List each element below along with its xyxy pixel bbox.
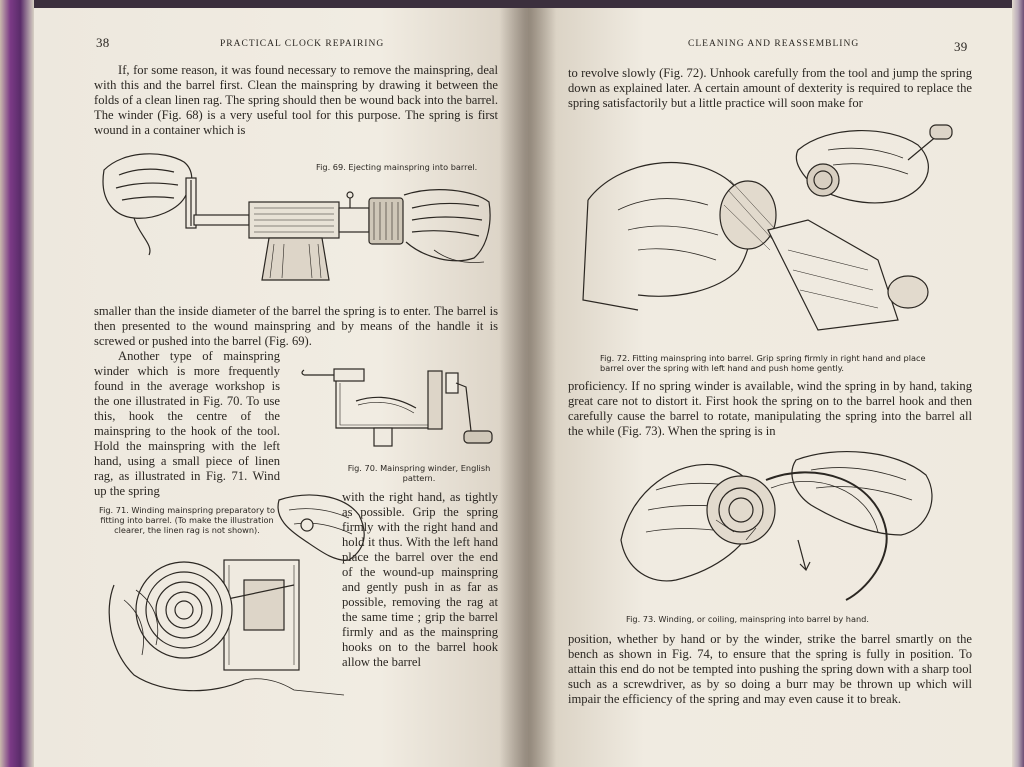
- left-running-head: PRACTICAL CLOCK REPAIRING: [220, 39, 385, 49]
- left-page: [34, 8, 528, 767]
- figure-73-illustration: [616, 440, 946, 608]
- left-paragraph-1: If, for some reason, it was found necessary to remove the mainspring, deal with this and the barrel first. Clean the mainspring by drawing it between the folds of a clean linen rag. The spring should then be wound back into the barrel. The winder (Fig. 68) is a very useful tool for this purpose. The spring is first wound in a container which is: [94, 63, 498, 137]
- book-cover-edge-right: [1012, 0, 1024, 767]
- figure-72-illustration: [578, 120, 958, 348]
- figure-70-caption: Fig. 70. Mainspring winder, English pattern.: [347, 463, 491, 483]
- right-page-number: 39: [954, 39, 968, 54]
- right-paragraph-1: to revolve slowly (Fig. 72). Unhook carefully from the tool and jump the spring down as explained later. A certain amount of dexterity is required to replace the spring satisfactorily but a little practice will soon make for: [568, 66, 972, 110]
- figure-69-caption: Fig. 69. Ejecting mainspring into barrel.: [316, 162, 478, 172]
- right-paragraph-3: position, whether by hand or by the winder, strike the barrel smartly on the bench as shown in Fig. 74, to ensure that the spring is fully in position. To attain this end do not be tempted into pushing the spring down with a sharp tool such as a screwdriver, as by so doing a burr may be thrown up which will impair the efficiency of the spring and may even cause it to break.: [568, 632, 972, 706]
- left-page-number: 38: [96, 35, 110, 50]
- figure-72-caption: Fig. 72. Fitting mainspring into barrel. Grip spring firmly in right hand and place barrel over the spring with left hand and push home gently.: [600, 353, 926, 373]
- right-running-head: CLEANING AND REASSEMBLING: [688, 39, 860, 49]
- left-paragraph-2: smaller than the inside diameter of the barrel the spring is to enter. The barrel is then presented to the wound mainspring and by means of the handle it is screwed or pushed into the barrel (Fig. 69).: [94, 304, 498, 348]
- right-page: [528, 8, 1012, 767]
- figure-71-caption: Fig. 71. Winding mainspring preparatory to fitting into barrel. (To make the illustration clearer, the linen rag is not shown).: [98, 505, 276, 535]
- figure-73-caption: Fig. 73. Winding, or coiling, mainspring into barrel by hand.: [626, 614, 869, 624]
- right-paragraph-2: proficiency. If no spring winder is available, wind the spring in by hand, taking great care not to distort it. First hook the spring on to the barrel hook and then carefully cause the barrel to rotate, manipulating the spring into the barrel all the while (Fig. 73). When the spring is in: [568, 379, 972, 438]
- figure-70-illustration: [296, 353, 496, 458]
- figure-71-illustration: [94, 490, 384, 705]
- left-paragraph-3: Another type of mainspring winder which is more frequently found in the average workshop is the one illustrated in Fig. 70. To use this, hook the centre of the mainspring to the hook of the tool. Hold the mainspring with the left hand, using a small piece of linen rag, as illustrated in Fig. 71. Wind up the spring: [94, 349, 280, 498]
- left-paragraph-4: with the right hand, as tightly as possible. Grip the spring firmly with the right hand and hold it thus. With the left hand place the barrel over the end of the wound-up mainspring and gently push in as far as possible, removing the rag at the same time ; grip the barrel firmly and as the mainspring hooks on to the barrel hook allow the barrel: [342, 490, 498, 669]
- book-cover-edge-left: [0, 0, 34, 767]
